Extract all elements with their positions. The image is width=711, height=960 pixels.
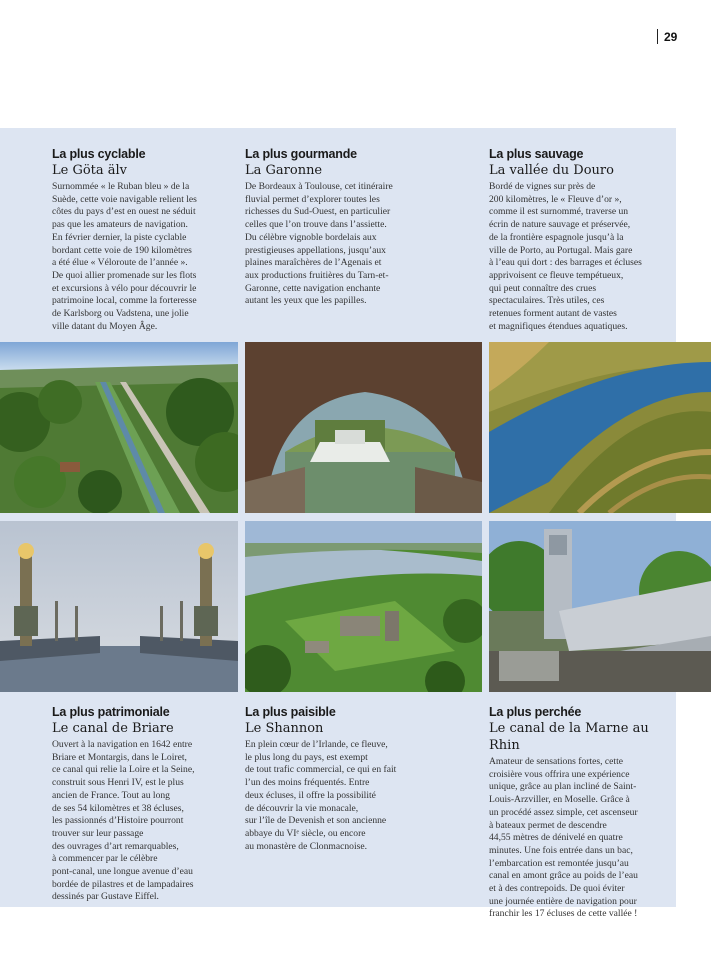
card-gota-alv — [52, 147, 232, 333]
photo-douro-valley — [489, 342, 711, 513]
card-body-line: l’un des moins fréquentés. Entre — [245, 777, 370, 789]
card-body-line: à commencer par le célèbre — [52, 853, 158, 865]
card-body-line: Suède, cette voie navigable relient les — [52, 193, 197, 205]
card-body-line: plaines maraîchères de l’Agenais et — [245, 257, 382, 269]
card-body-line: à bateaux permet de descendre — [489, 819, 607, 831]
card-body-line: franchir les 17 écluses de cette vallée ! — [489, 908, 638, 920]
card-body-line: 200 kilomètres, le « Fleuve d’or », — [489, 193, 622, 205]
card-body — [245, 739, 425, 853]
card-body-line: Ouvert à la navigation en 1642 entre — [52, 739, 193, 750]
card-body-line: Briare et Montargis, dans le Loiret, — [52, 751, 187, 763]
card-body-line: apprivoisent ce fleuve tempétueux, — [489, 269, 624, 281]
photo-gota-alv-locks — [0, 342, 238, 513]
card-body-line: spectaculaires. Très utiles, ces — [489, 295, 605, 307]
card-body-line: de tout trafic commercial, ce qui en fait — [245, 764, 397, 776]
card-body-line: de Karlsborg ou Vadstena, une jolie — [52, 308, 189, 320]
card-body-line: retenues forment autant de vastes — [489, 308, 617, 320]
card-body-line: côtes du pays d’est en ouest ne séduit — [52, 206, 196, 218]
card-body-line: Bordé de vignes sur près de — [489, 181, 596, 192]
card-body-line: et magnifiques étendues aquatiques. — [489, 320, 628, 332]
card-body-line: deux écluses, il offre la possibilité — [245, 789, 376, 801]
card-body-line: canal en amont grâce au poids de l’eau — [489, 870, 638, 882]
card-body-line: construit sous Henri IV, est le plus — [52, 777, 184, 789]
card-body-line: En plein cœur de l’Irlande, ce fleuve, — [245, 739, 388, 750]
photo-arzviller-boat-lift — [489, 521, 711, 692]
card-body-line: croisière vous offrira une expérience — [489, 768, 630, 780]
card-kicker: La plus sauvage — [489, 147, 584, 161]
card-body-line: prestigieuses appellations, jusqu’aux — [245, 244, 386, 256]
card-body-line: bordant cette voie de 190 kilomètres — [52, 244, 192, 256]
card-body — [489, 756, 669, 921]
photo-briare-pont-canal — [0, 521, 238, 692]
card-body-line: Garonne, cette navigation enchante — [245, 282, 381, 294]
card-body-line: Du célèbre vignoble bordelais aux — [245, 231, 377, 243]
card-body — [245, 181, 425, 308]
card-body-line: En février dernier, la piste cyclable — [52, 231, 187, 243]
card-body-line: ville de Porto, au Portugal. Mais gare — [489, 244, 633, 256]
card-body-line: le plus long du pays, est exempt — [245, 751, 368, 763]
photo-garonne-bridge-boat — [245, 342, 482, 513]
card-douro — [489, 147, 669, 333]
page-number: 29 — [664, 30, 678, 44]
card-body-line: une journée entière de navigation pour — [489, 895, 637, 907]
card-body-line: abbaye du VIᵉ siècle, ou encore — [245, 827, 366, 839]
card-body-line: De Bordeaux à Toulouse, cet itinéraire — [245, 181, 393, 192]
card-body-line: minutes. Une fois entrée dans un bac, — [489, 844, 633, 856]
card-title: La Garonne — [245, 163, 323, 178]
card-body-line: ville datant du Moyen Âge. — [52, 320, 158, 332]
card-body-line: comme il est surnommé, traverse un — [489, 206, 629, 218]
card-body-line: un procédé assez simple, cet ascenseur — [489, 806, 638, 818]
card-kicker: La plus patrimoniale — [52, 705, 170, 719]
card-body-line: au monastère de Clonmacnoise. — [245, 840, 368, 852]
card-kicker: La plus cyclable — [52, 147, 146, 161]
card-body-line: pas que les amateurs de navigation. — [52, 219, 188, 231]
card-body-line: et à des contrepoids. De quoi éviter — [489, 883, 625, 895]
card-body-line: richesses du Sud-Ouest, en particulier — [245, 206, 391, 218]
card-body-line: sur l’île de Devenish et son ancienne — [245, 815, 387, 827]
card-body-line: pont-canal, une longue avenue d’eau — [52, 866, 193, 878]
card-body-line: des ouvrages d’art remarquables, — [52, 840, 179, 852]
card-body-line: l’embarcation est remontée jusqu’au — [489, 857, 629, 869]
card-garonne — [245, 147, 425, 308]
card-briare — [52, 705, 232, 904]
card-body-line: ancien de France. Tout au long — [52, 789, 170, 801]
card-shannon — [245, 705, 425, 853]
card-body-line: ce canal qui relie la Loire et la Seine, — [52, 764, 195, 776]
card-title: Le canal de la Marne au Rhin — [489, 721, 649, 753]
card-body-line: aux productions fruitières du Tarn-et- — [245, 269, 389, 281]
card-title: Le Göta älv — [52, 163, 128, 178]
card-body-line: trouver sur leur passage — [52, 827, 144, 839]
card-kicker: La plus paisible — [245, 705, 336, 719]
card-title: Le canal de Briare — [52, 721, 174, 736]
card-body-line: bordée de pilastres et de lampadaires — [52, 878, 194, 890]
photo-shannon-monastery — [245, 521, 482, 692]
card-body-line: autant les yeux que les papilles. — [245, 295, 367, 307]
card-body-line: de la frontière espagnole jusqu’à la — [489, 231, 624, 243]
card-body — [52, 739, 232, 904]
card-body-line: à l’eau qui dort : des barrages et écluses — [489, 257, 642, 269]
card-body-line: les passionnés d’Histoire pourront — [52, 815, 184, 827]
card-body — [489, 181, 669, 333]
page-number-rule — [657, 29, 658, 44]
card-body-line: 44,55 mètres de dénivelé en quatre — [489, 832, 623, 844]
card-body-line: celles que l’on trouve dans l’assiette. — [245, 219, 387, 231]
card-body-line: unique, grâce au plan incliné de Saint- — [489, 781, 637, 793]
card-body-line: Surnommée « le Ruban bleu » de la — [52, 181, 190, 192]
card-body-line: Amateur de sensations fortes, cette — [489, 756, 623, 767]
card-body-line: et excursions à vélo pour découvrir le — [52, 282, 197, 294]
card-body-line: Louis-Arzviller, en Moselle. Grâce à — [489, 794, 630, 806]
card-body-line: a été élue « Véloroute de l’année ». — [52, 257, 188, 269]
card-body — [52, 181, 232, 333]
card-title: Le Shannon — [245, 721, 324, 736]
card-body-line: fluvial permet d’explorer toutes les — [245, 193, 380, 205]
card-body-line: patrimoine local, comme la forteresse — [52, 295, 197, 307]
card-marne-au-rhin — [489, 705, 669, 921]
card-body-line: dessinés par Gustave Eiffel. — [52, 891, 159, 903]
card-body-line: qui peut connaître des crues — [489, 282, 597, 294]
card-kicker: La plus gourmande — [245, 147, 357, 161]
card-title: La vallée du Douro — [489, 163, 614, 178]
card-body-line: De quoi allier promenade sur les flots — [52, 269, 197, 281]
card-body-line: de ses 54 kilomètres et 38 écluses, — [52, 802, 184, 814]
card-body-line: écrin de nature sauvage et préservée, — [489, 219, 631, 231]
card-kicker: La plus perchée — [489, 705, 582, 719]
card-body-line: de découvrir la vie monacale, — [245, 802, 359, 814]
